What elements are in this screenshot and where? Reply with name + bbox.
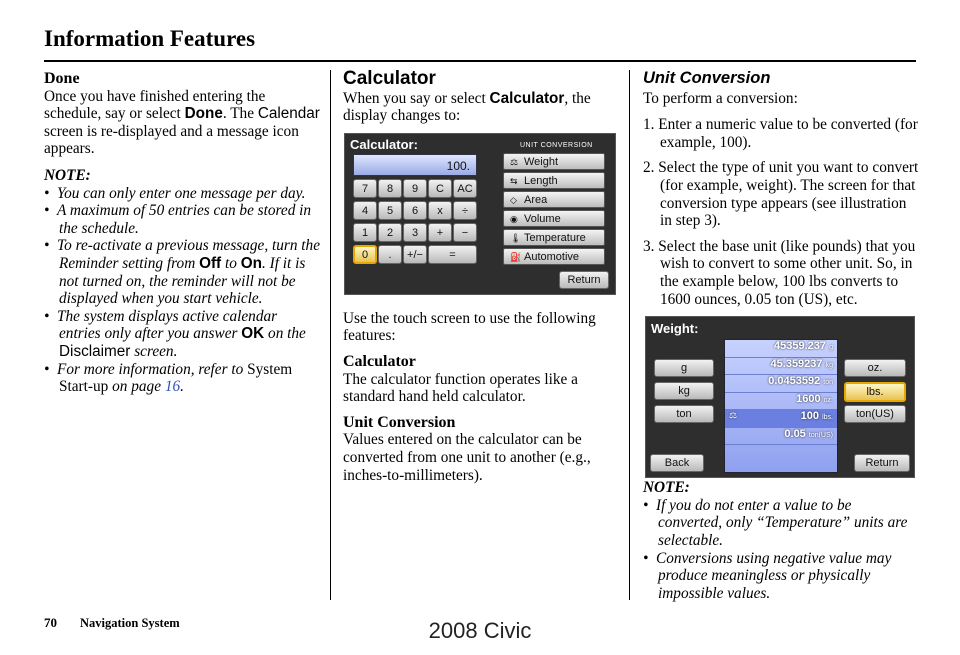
note-text: A maximum of 50 entries can be stored in the schedule.: [57, 202, 312, 237]
unit-type-icon: ◉: [510, 214, 518, 224]
unit-type-label: Temperature: [524, 232, 586, 244]
unit-type-button[interactable]: [503, 229, 605, 246]
return-button[interactable]: Return: [559, 271, 609, 289]
note-item: • You can only enter one message per day.: [44, 184, 306, 202]
header-rule: [44, 60, 916, 62]
page-number: 70: [44, 615, 57, 630]
done-text-2: . The: [222, 105, 258, 123]
weight-title: Weight:: [651, 321, 699, 336]
calc-key[interactable]: =: [428, 245, 477, 264]
unit-type-button[interactable]: [503, 191, 605, 208]
value-row: [725, 393, 837, 411]
value-number: 100: [800, 410, 820, 422]
note-text: screen.: [130, 342, 178, 360]
value-unit: ton: [823, 379, 833, 386]
calc-key[interactable]: 4: [353, 201, 377, 220]
page-title: Information Features: [44, 26, 256, 51]
unit-type-icon: ⇆: [510, 176, 518, 186]
value-number: 0.0453592: [768, 375, 821, 387]
on-label: On: [240, 254, 262, 272]
calc-key[interactable]: 7: [353, 179, 377, 198]
calc-key[interactable]: 8: [378, 179, 402, 198]
note-text: If you do not enter a value to be converted, only “Temperature” units are selectable.: [656, 496, 908, 549]
calc-key[interactable]: 9: [403, 179, 427, 198]
calculator-title: Calculator:: [350, 137, 418, 152]
calc-key[interactable]: 5: [378, 201, 402, 220]
unit-type-label: Automotive: [524, 251, 580, 263]
page-reference-link[interactable]: 16: [164, 378, 181, 396]
unit-conversion-heading: Unit Conversion: [643, 69, 771, 87]
done-paragraph: [44, 88, 320, 158]
step-item: 1. Enter a numeric value to be converted (for example, 100).: [643, 116, 918, 151]
note-text: on the: [264, 325, 306, 343]
unit-type-button[interactable]: [503, 172, 605, 189]
value-unit: kg: [825, 361, 833, 369]
calculator-screen: [344, 133, 616, 295]
calc-text: The calculator function operates like a standard hand held calculator.: [343, 370, 578, 406]
note-label: NOTE:: [44, 166, 91, 184]
value-unit: g: [829, 344, 833, 351]
calculator-intro: [343, 90, 617, 125]
note-text: on page: [108, 378, 165, 396]
calc-key[interactable]: 1: [353, 223, 377, 242]
unit-type-label: Weight: [524, 156, 559, 168]
return-button[interactable]: Return: [854, 454, 910, 472]
note-item: • Conversions using negative value may produce meaningless or physically impossible values.: [643, 549, 892, 602]
calc-key[interactable]: 6: [403, 201, 427, 220]
note-text: to: [221, 254, 241, 272]
unit-button-oz[interactable]: oz.: [844, 359, 906, 377]
unit-subheading: Unit Conversion: [343, 413, 456, 431]
unit-type-icon: ⚖: [510, 157, 519, 167]
touch-text: Use the touch screen to use the following features:: [343, 309, 596, 345]
unit-type-button[interactable]: [503, 210, 605, 227]
column-divider: [629, 70, 630, 600]
note-item: • To re-activate a previous message, turn the Reminder setting from Off to On. If it is not turned on, the reminder will not be displayed when you start vehicle.: [44, 237, 320, 308]
unit-button-ton-us[interactable]: ton(US): [844, 405, 906, 423]
calc-key[interactable]: 0: [353, 245, 377, 264]
watermark: 2008 Civic: [428, 618, 532, 643]
conversion-values: [724, 339, 838, 473]
unit-type-label: Length: [524, 175, 558, 187]
disclaimer-label: Disclaimer: [59, 342, 131, 360]
note-item: • If you do not enter a value to be converted, only “Temperature” units are selectable.: [643, 496, 908, 549]
intro-text: , the display changes to:: [343, 89, 591, 125]
calc-key[interactable]: .: [378, 245, 402, 264]
unit-button-g[interactable]: g: [654, 359, 714, 377]
calc-key[interactable]: x: [428, 201, 452, 220]
footer-section: Navigation System: [80, 616, 180, 630]
calc-key[interactable]: 3: [403, 223, 427, 242]
conversion-intro: To perform a conversion:: [643, 89, 798, 107]
unit-type-button[interactable]: [503, 248, 605, 265]
done-button-label: Done: [184, 105, 223, 123]
value-number: 0.05: [784, 427, 806, 440]
column-divider: [330, 70, 331, 600]
note-text: To re-activate a previous message, turn the Reminder setting from: [57, 237, 320, 272]
calc-subheading: Calculator: [343, 352, 416, 370]
step-item: 2. Select the type of unit you want to convert (for example, weight). The screen for that conversion type appears (see illustration in step 3).: [643, 159, 919, 230]
unit-type-button[interactable]: [503, 153, 605, 170]
note-label: NOTE:: [643, 479, 690, 497]
calculator-label: Calculator: [489, 89, 565, 107]
done-text-1: Once you have finished entering the schedule, say or select: [44, 87, 266, 123]
calculator-heading: Calculator: [343, 68, 436, 89]
value-number: 45359.237: [774, 340, 827, 352]
value-unit: ton(US): [808, 431, 833, 439]
calc-key[interactable]: −: [453, 223, 477, 242]
calendar-label: Calendar: [257, 105, 320, 123]
calculator-display: 100.: [353, 154, 477, 176]
value-number: 1600: [796, 392, 821, 405]
calc-key[interactable]: +/−: [403, 245, 427, 264]
calc-key[interactable]: 2: [378, 223, 402, 242]
weight-icon: ⚖: [729, 410, 738, 420]
system-startup-link[interactable]: System Start-up: [59, 360, 293, 396]
unit-conversion-title: UNIT CONVERSION: [520, 142, 593, 149]
value-row: [725, 358, 837, 376]
value-unit: lbs.: [822, 414, 833, 421]
note-item: • For more information, refer to System Start-up on page 16.: [44, 360, 293, 396]
unit-type-icon: ⛽: [510, 252, 522, 262]
calc-key[interactable]: +: [428, 223, 452, 242]
note-text: The system displays active calendar entries only after you answer: [57, 307, 278, 343]
calc-key[interactable]: C: [428, 179, 452, 198]
unit-type-label: Area: [524, 194, 548, 206]
unit-text: Values entered on the calculator can be converted from one unit to another (e.g., inches-to-millimeters).: [343, 431, 591, 484]
unit-type-icon: 🌡: [510, 233, 522, 243]
note-item: • The system displays active calendar entries only after you answer OK on the Disclaimer screen.: [44, 307, 306, 360]
note-text: For more information, refer to: [57, 360, 248, 378]
calc-key[interactable]: AC: [453, 179, 477, 198]
weight-screen: [645, 316, 915, 478]
done-text-3: screen is re-displayed and a message icon appears.: [44, 122, 299, 158]
unit-button-kg[interactable]: kg: [654, 382, 714, 400]
ok-label: OK: [241, 325, 265, 343]
done-heading: Done: [44, 70, 80, 87]
column-left: [44, 70, 320, 396]
step-item: 3. Select the base unit (like pounds) that you wish to convert to some other unit. So, in the example below, 100 lbs converts to 1600 ounces, 0.05 ton (US), etc.: [643, 237, 916, 308]
calc-key[interactable]: ÷: [453, 201, 477, 220]
note-text: You can only enter one message per day.: [57, 184, 306, 202]
note-item: • A maximum of 50 entries can be stored in the schedule.: [44, 202, 312, 237]
back-button[interactable]: Back: [650, 454, 704, 472]
unit-button-ton[interactable]: ton: [654, 405, 714, 423]
value-unit: oz.: [823, 396, 833, 404]
value-row: [725, 375, 837, 393]
note-text: .: [180, 378, 184, 396]
value-row: [725, 428, 837, 446]
value-row: [725, 340, 837, 358]
off-label: Off: [199, 254, 222, 272]
value-row-selected: [725, 410, 837, 428]
unit-button-lbs[interactable]: lbs.: [844, 382, 906, 402]
value-number: 45.359237: [770, 357, 823, 370]
unit-type-label: Volume: [524, 213, 561, 225]
unit-type-icon: ◇: [510, 195, 517, 205]
note-text: . If it is not turned on, the reminder will not be displayed when you start vehicle.: [59, 254, 306, 308]
note-text: Conversions using negative value may produce meaningless or physically impossible values.: [656, 549, 892, 602]
intro-text: When you say or select: [343, 89, 490, 107]
